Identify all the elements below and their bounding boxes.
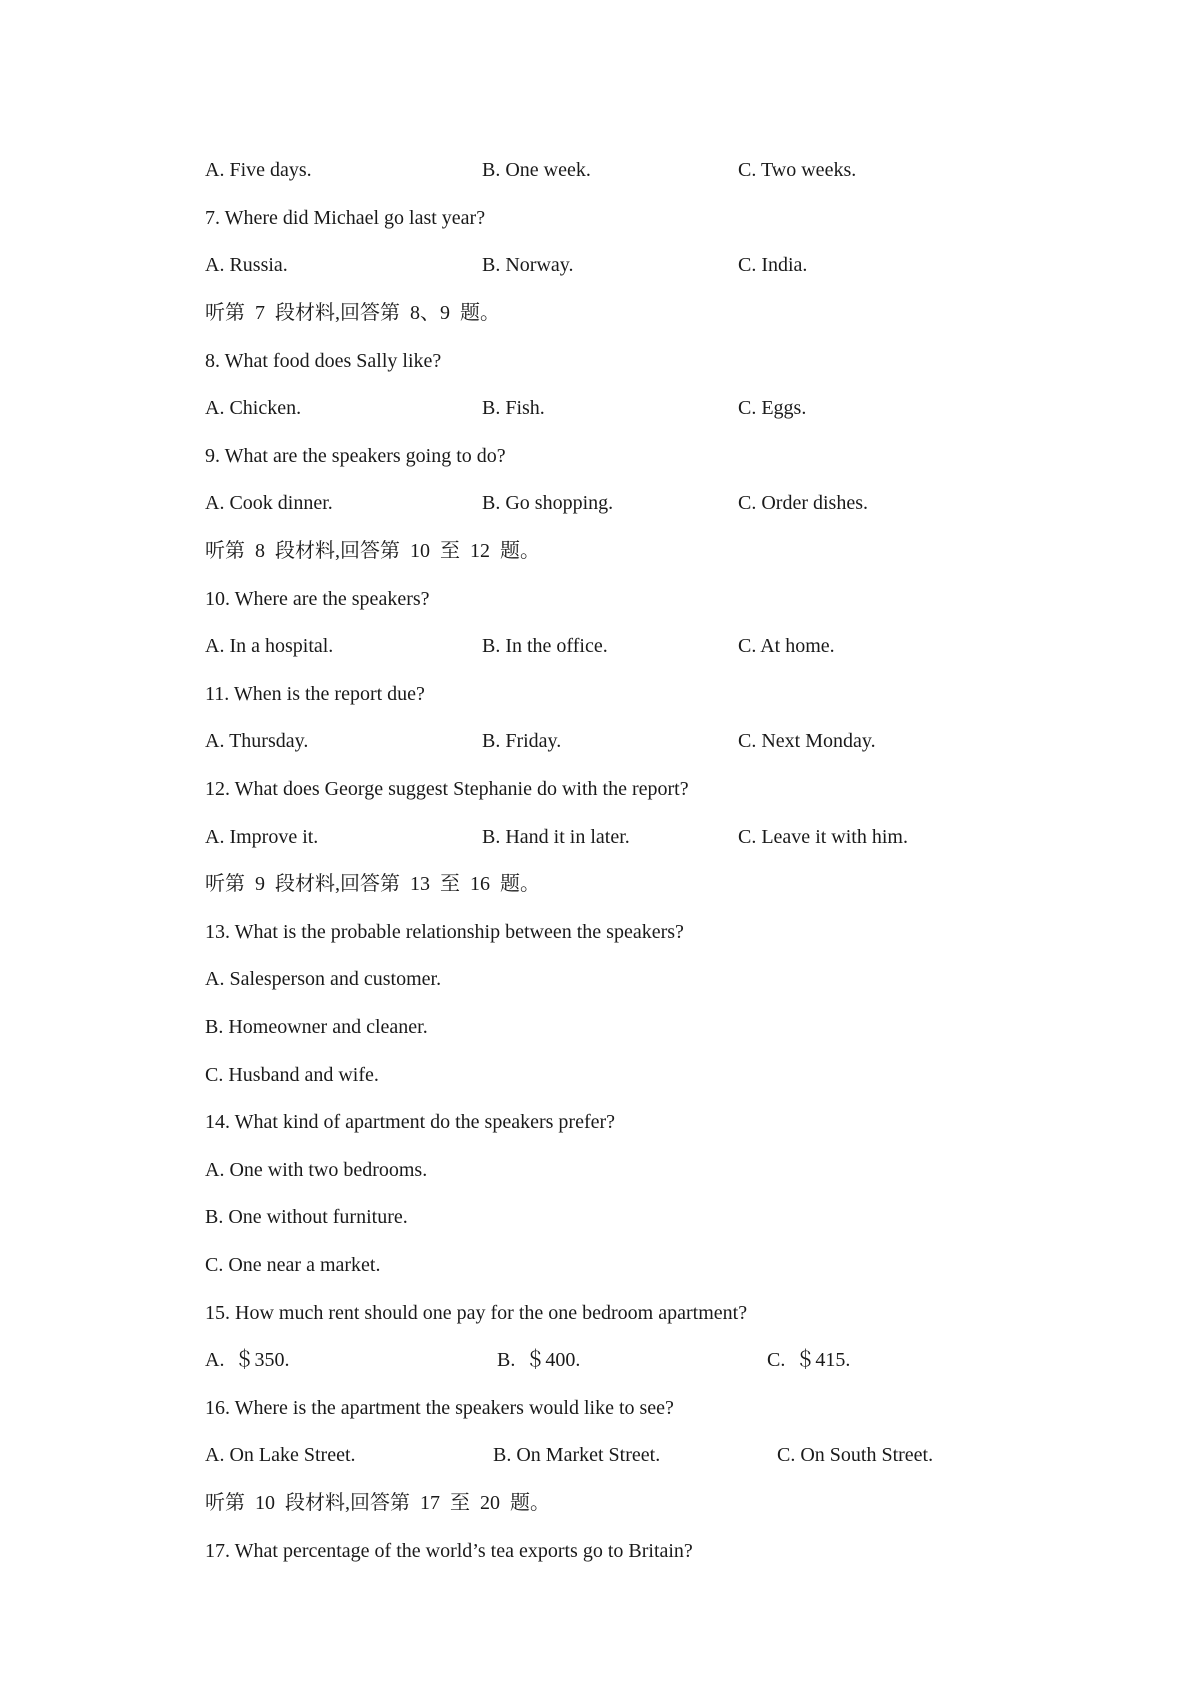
option-text: B. Homeowner and cleaner. bbox=[205, 1016, 428, 1038]
section-instruction bbox=[0, 535, 1200, 567]
option-b: B. One week. bbox=[482, 159, 591, 181]
instruction-text: 听第 8 段材料,回答第 10 至 12 题。 bbox=[205, 540, 540, 562]
section-instruction bbox=[0, 297, 1200, 329]
option-b: B. On Market Street. bbox=[493, 1444, 661, 1466]
answer-options-row bbox=[0, 487, 1200, 519]
option-c: C. On South Street. bbox=[777, 1444, 934, 1466]
section-instruction bbox=[0, 1487, 1200, 1519]
question-line bbox=[0, 1535, 1200, 1567]
question-line bbox=[0, 345, 1200, 377]
option-line bbox=[0, 1201, 1200, 1233]
option-a: A. Five days. bbox=[205, 159, 312, 181]
option-c: C. Order dishes. bbox=[738, 492, 868, 514]
option-c: C. Two weeks. bbox=[738, 159, 857, 181]
option-line bbox=[0, 963, 1200, 995]
question-line bbox=[0, 678, 1200, 710]
question-text: 15. How much rent should one pay for the one bedroom apartment? bbox=[205, 1302, 748, 1324]
section-instruction bbox=[0, 868, 1200, 900]
option-line bbox=[0, 1059, 1200, 1091]
option-c: C. Next Monday. bbox=[738, 730, 876, 752]
answer-options-row bbox=[0, 725, 1200, 757]
option-c: C. ＄415. bbox=[767, 1349, 851, 1371]
answer-options-row bbox=[0, 154, 1200, 186]
option-a: A. Chicken. bbox=[205, 397, 302, 419]
question-line bbox=[0, 202, 1200, 234]
question-text: 8. What food does Sally like? bbox=[205, 350, 442, 372]
option-a: A. On Lake Street. bbox=[205, 1444, 356, 1466]
option-line bbox=[0, 1154, 1200, 1186]
option-b: B. Go shopping. bbox=[482, 492, 614, 514]
question-line bbox=[0, 1392, 1200, 1424]
answer-options-row bbox=[0, 821, 1200, 853]
answer-options-row bbox=[0, 1344, 1200, 1376]
option-a: A. In a hospital. bbox=[205, 635, 334, 657]
option-line bbox=[0, 1249, 1200, 1281]
question-line bbox=[0, 1106, 1200, 1138]
question-text: 12. What does George suggest Stephanie do with the report? bbox=[205, 778, 689, 800]
question-text: 9. What are the speakers going to do? bbox=[205, 445, 506, 467]
option-b: B. In the office. bbox=[482, 635, 608, 657]
option-a: A. ＄350. bbox=[205, 1349, 290, 1371]
question-text: 14. What kind of apartment do the speakers prefer? bbox=[205, 1111, 616, 1133]
answer-options-row bbox=[0, 249, 1200, 281]
answer-options-row bbox=[0, 630, 1200, 662]
instruction-text: 听第 10 段材料,回答第 17 至 20 题。 bbox=[205, 1492, 550, 1514]
question-text: 7. Where did Michael go last year? bbox=[205, 207, 486, 229]
option-b: B. Norway. bbox=[482, 254, 574, 276]
option-a: A. Russia. bbox=[205, 254, 288, 276]
option-line bbox=[0, 1011, 1200, 1043]
question-text: 13. What is the probable relationship between the speakers? bbox=[205, 921, 684, 943]
question-line bbox=[0, 773, 1200, 805]
answer-options-row bbox=[0, 392, 1200, 424]
option-a: A. Improve it. bbox=[205, 826, 319, 848]
option-text: B. One without furniture. bbox=[205, 1206, 408, 1228]
option-b: B. Hand it in later. bbox=[482, 826, 630, 848]
option-text: C. Husband and wife. bbox=[205, 1064, 379, 1086]
option-text: A. Salesperson and customer. bbox=[205, 968, 442, 990]
option-text: C. One near a market. bbox=[205, 1254, 381, 1276]
option-a: A. Thursday. bbox=[205, 730, 309, 752]
instruction-text: 听第 7 段材料,回答第 8、9 题。 bbox=[205, 302, 500, 324]
option-b: B. Fish. bbox=[482, 397, 545, 419]
question-line bbox=[0, 1297, 1200, 1329]
question-text: 10. Where are the speakers? bbox=[205, 588, 430, 610]
instruction-text: 听第 9 段材料,回答第 13 至 16 题。 bbox=[205, 873, 540, 895]
question-text: 16. Where is the apartment the speakers would like to see? bbox=[205, 1397, 674, 1419]
option-c: C. Leave it with him. bbox=[738, 826, 908, 848]
question-line bbox=[0, 916, 1200, 948]
question-text: 11. When is the report due? bbox=[205, 683, 425, 705]
question-line bbox=[0, 583, 1200, 615]
option-a: A. Cook dinner. bbox=[205, 492, 333, 514]
option-c: C. Eggs. bbox=[738, 397, 807, 419]
option-b: B. Friday. bbox=[482, 730, 562, 752]
question-text: 17. What percentage of the world’s tea exports go to Britain? bbox=[205, 1540, 693, 1562]
answer-options-row bbox=[0, 1439, 1200, 1471]
option-b: B. ＄400. bbox=[497, 1349, 581, 1371]
option-text: A. One with two bedrooms. bbox=[205, 1159, 428, 1181]
option-c: C. India. bbox=[738, 254, 808, 276]
option-c: C. At home. bbox=[738, 635, 835, 657]
question-line bbox=[0, 440, 1200, 472]
